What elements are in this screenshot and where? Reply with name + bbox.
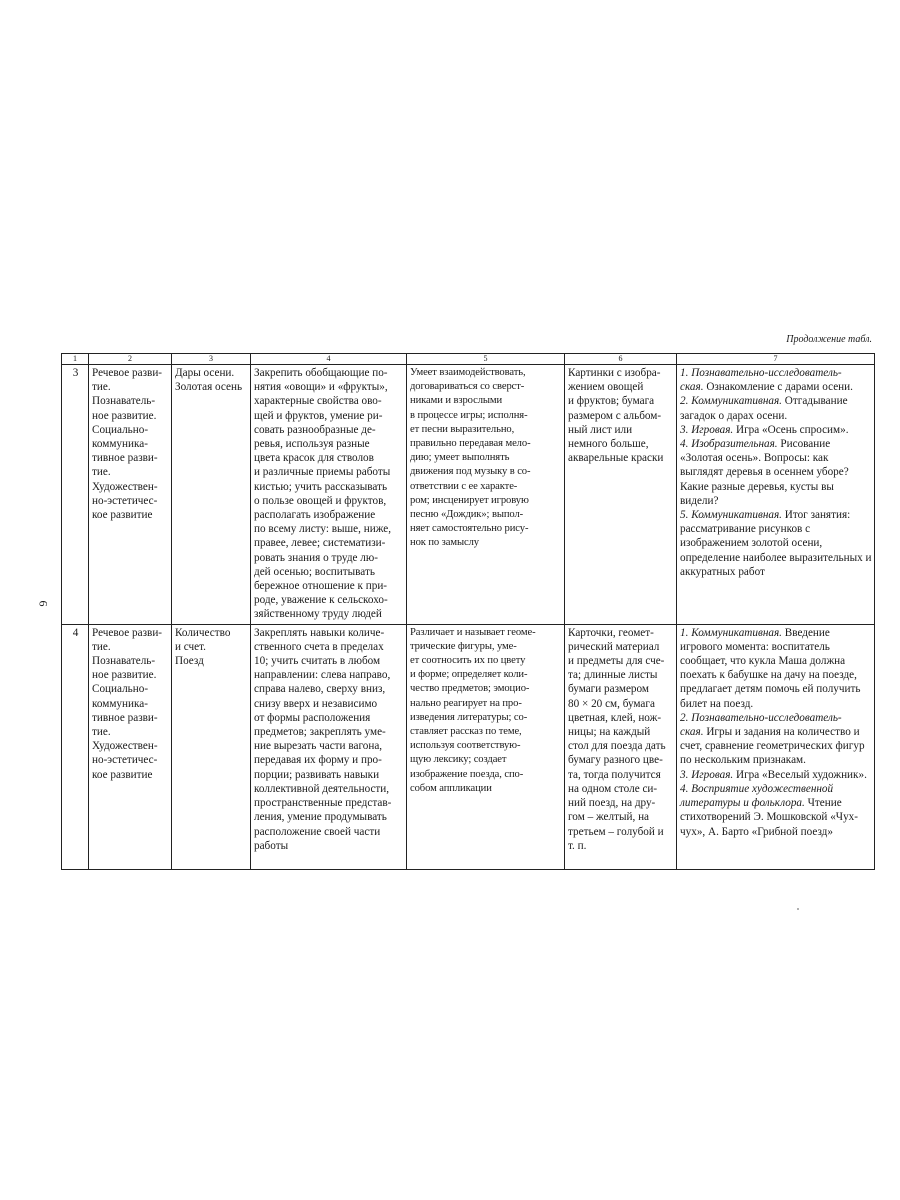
text-line: но-эстетичес- [92,494,158,507]
row-number: 3 [62,365,89,625]
activity-text: Итог занятия: рассматривание рисунков с изображением золотой осени, определение наиболее выразительных и аккуратных работ [680,509,872,578]
text-line: Картинки с изобра- [568,367,661,379]
activities-cell [677,624,875,869]
text-line: тие. [92,726,111,739]
text-line: по всему листу: выше, ниже, [254,523,392,536]
column-header: 1 [62,354,89,365]
column-header: 6 [565,354,677,365]
text-line: та; длинные листы [568,669,658,682]
text-line: акварельные краски [568,452,664,465]
text-line: нок по замыслу [410,537,479,549]
text-line: передавая их форму и про- [254,754,382,767]
activity-text: Отгадывание загадок о дарах осени. [680,395,848,422]
text-line: Познаватель- [92,395,156,408]
text-line: изведения литературы; со- [410,711,528,723]
text-line: работы [254,839,289,852]
text-line: песню «Дождик»; выпол- [410,509,524,521]
text-line: роде, уважение к сельскохо- [254,594,388,607]
activity-text: Игра «Осень спросим». [733,423,849,436]
activity-text: Чтение стихотворений Э. Мошковской «Чух-чух», А. Барто «Грибной поезд» [680,797,858,838]
text-line: бумаги размером [568,683,649,696]
text-line: на одном столе си- [568,782,658,795]
activity-type: 2. Коммуникативная. [680,395,782,408]
row-number: 4 [62,624,89,869]
text-line: Поезд [175,655,204,668]
text-line: ственного счета в пределах [254,640,384,653]
activity-type-cont: ская. [680,726,704,739]
text-line: движения под музыку в со- [410,466,531,478]
text-line: Художествен- [92,480,158,493]
text-line: 10; учить считать в любом [254,655,381,668]
text-line: Художествен- [92,740,158,753]
activity-type: 1. Коммуникативная. [680,626,782,639]
lesson-plan-table [61,353,875,870]
activity-item [680,768,872,782]
text-line: гом – желтый, на [568,811,650,824]
text-line: коммуника- [92,438,148,451]
text-line: ние вырезать части вагона, [254,740,383,753]
text-line: ет соотносить их по цвету [410,655,526,667]
text-line: ный лист или [568,423,633,436]
text-line: ет песни выразительно, [410,423,515,435]
text-line: направлении: слева направо, [254,669,391,682]
text-line: Дары осени. [175,367,235,379]
text-line: ровать знания о труде лю- [254,551,378,564]
text-line: рический материал [568,640,660,653]
table-row [62,365,875,625]
text-line: ления, умение продумывать [254,811,387,824]
text-line: тие. [92,640,111,653]
text-line: тивное разви- [92,452,158,465]
activity-type: 4. Изобразительная. [680,438,778,451]
text-line: и фруктов; бумага [568,395,655,408]
outcomes-cell [407,365,565,625]
tasks-cell [251,365,407,625]
text-line: стол для поезда дать [568,740,666,753]
activity-item [680,508,872,579]
page-number: 6 [36,600,51,607]
table-caption: Продолжение табл. [786,334,872,345]
activity-type-cont: ская. [680,381,704,394]
text-line: тие. [92,466,111,479]
text-line: ставляет рассказ по теме, [410,726,522,738]
activity-item [680,711,872,768]
text-line: ром; инсценирует игровую [410,494,529,506]
text-line: ответствии с ее характе- [410,480,518,492]
activity-type: 3. Игровая. [680,423,734,436]
activity-text: Рисование «Золотая осень». Вопросы: как выглядят деревья в осеннем уборе? Какие разные деревья, кусты вы видели? [680,438,849,507]
text-line: Речевое разви- [92,367,163,379]
text-line: Умеет взаимодействовать, [410,367,526,378]
text-line: и различные приемы работы [254,466,391,479]
column-header: 5 [407,354,565,365]
activities-cell [677,365,875,625]
column-header: 7 [677,354,875,365]
text-line: коллективной деятельности, [254,782,390,795]
text-line: характерные свойства ово- [254,395,382,408]
text-line: тивное разви- [92,711,158,724]
text-line: нально реагирует на про- [410,697,522,709]
text-line: Социально- [92,423,149,436]
text-line: правильно передавая мело- [410,438,531,450]
text-line: расположение своей части [254,825,381,838]
text-line: бережное отношение к при- [254,580,388,593]
text-line: Золотая осень [175,381,243,394]
text-line: предметов; закреплять уме- [254,726,386,739]
text-line: пространственные представ- [254,797,392,810]
text-line: Карточки, геомет- [568,626,654,639]
text-line: третьем – голубой и [568,825,664,838]
text-line: Закреплять навыки количе- [254,626,385,639]
activity-text: Игры и задания на количество и счет, сравнение геометрических фигур по нескольким признакам. [680,726,865,767]
text-line: Количество [175,626,231,639]
text-line: Социально- [92,683,149,696]
text-line: Познаватель- [92,655,156,668]
scan-speck [797,908,799,910]
text-line: немного больше, [568,438,649,451]
text-line: договариваться со сверст- [410,381,525,393]
text-line: цветная, клей, нож- [568,711,662,724]
activity-item [680,626,872,711]
table-row [62,624,875,869]
column-header: 3 [172,354,251,365]
text-line: зяйственному труду людей [254,608,382,621]
text-line: но-эстетичес- [92,754,158,767]
text-line: используя соответствую- [410,740,521,752]
text-line: жением овощей [568,381,644,394]
text-line: ний поезд, на дру- [568,797,656,810]
text-line: няет самостоятельно рису- [410,523,529,535]
text-line: справа налево, сверху вниз, [254,683,386,696]
text-line: ревья, используя разные [254,438,370,451]
header-row [62,354,875,365]
activity-text: Ознакомление с дарами осени. [703,381,853,394]
activity-item [680,782,872,839]
column-header: 2 [89,354,172,365]
text-line: ное развитие. [92,409,157,422]
development-areas-cell [89,624,172,869]
activity-type: 4. Восприятие художественной литературы и фольклора. [680,782,834,810]
text-line: снизу вверх и независимо [254,697,378,710]
activity-type: 1. Познавательно-исследователь- [680,367,842,379]
text-line: размером с альбом- [568,409,662,422]
text-line: кистью; учить рассказывать [254,480,388,493]
activity-item [680,437,872,508]
text-line: ницы; на каждый [568,726,651,739]
activity-type: 3. Игровая. [680,768,734,781]
activity-item [680,366,872,394]
text-line: щую лексику; создает [410,754,507,766]
text-line: щей и фруктов, умение ри- [254,409,383,422]
activity-text: Введение игрового момента: воспитатель сообщает, что кукла Маша должна поехать к бабушке на дачу на поезде, предлагает детям помочь ей получить билет на поезд. [680,626,861,710]
text-line: и предметы для сче- [568,655,665,668]
tasks-cell [251,624,407,869]
text-line: совать разнообразные де- [254,423,376,436]
text-line: никами и взрослыми [410,395,503,407]
text-line: собом аппликации [410,782,492,794]
development-areas-cell [89,365,172,625]
text-line: дей осенью; воспитывать [254,565,375,578]
materials-cell [565,365,677,625]
activity-text: Игра «Веселый художник». [733,768,867,781]
text-line: кое развитие [92,768,153,781]
text-line: та, тогда получится [568,768,661,781]
text-line: в процессе игры; исполня- [410,409,528,421]
theme-cell [172,365,251,625]
text-line: 80 × 20 см, бумага [568,697,655,710]
text-line: правее, левее; систематизи- [254,537,386,550]
text-line: изображение поезда, спо- [410,768,524,780]
text-line: располагать изображение [254,509,376,522]
text-line: ное развитие. [92,669,157,682]
column-header: 4 [251,354,407,365]
text-line: о пользе овощей и фруктов, [254,494,387,507]
text-line: коммуника- [92,697,148,710]
text-line: нятия «овощи» и «фрукты», [254,381,388,394]
activity-item [680,394,872,422]
materials-cell [565,624,677,869]
text-line: от формы расположения [254,711,371,724]
text-line: Закрепить обобщающие по- [254,367,388,379]
text-line: и форме; определяет коли- [410,669,528,681]
text-line: порции; развивать навыки [254,768,380,781]
text-line: Речевое разви- [92,626,163,639]
theme-cell [172,624,251,869]
text-line: чество предметов; эмоцио- [410,683,530,695]
text-line: кое развитие [92,509,153,522]
text-line: и счет. [175,640,206,653]
activity-type: 2. Познавательно-исследователь- [680,711,842,724]
text-line: Различает и называет геоме- [410,626,536,638]
outcomes-cell [407,624,565,869]
text-line: тие. [92,381,111,394]
activity-item [680,423,872,437]
text-line: цвета красок для стволов [254,452,374,465]
text-line: бумагу разного цве- [568,754,663,767]
text-line: трические фигуры, уме- [410,640,517,652]
text-line: т. п. [568,839,587,852]
text-line: дию; умеет выполнять [410,452,510,464]
activity-type: 5. Коммуникативная. [680,509,782,522]
